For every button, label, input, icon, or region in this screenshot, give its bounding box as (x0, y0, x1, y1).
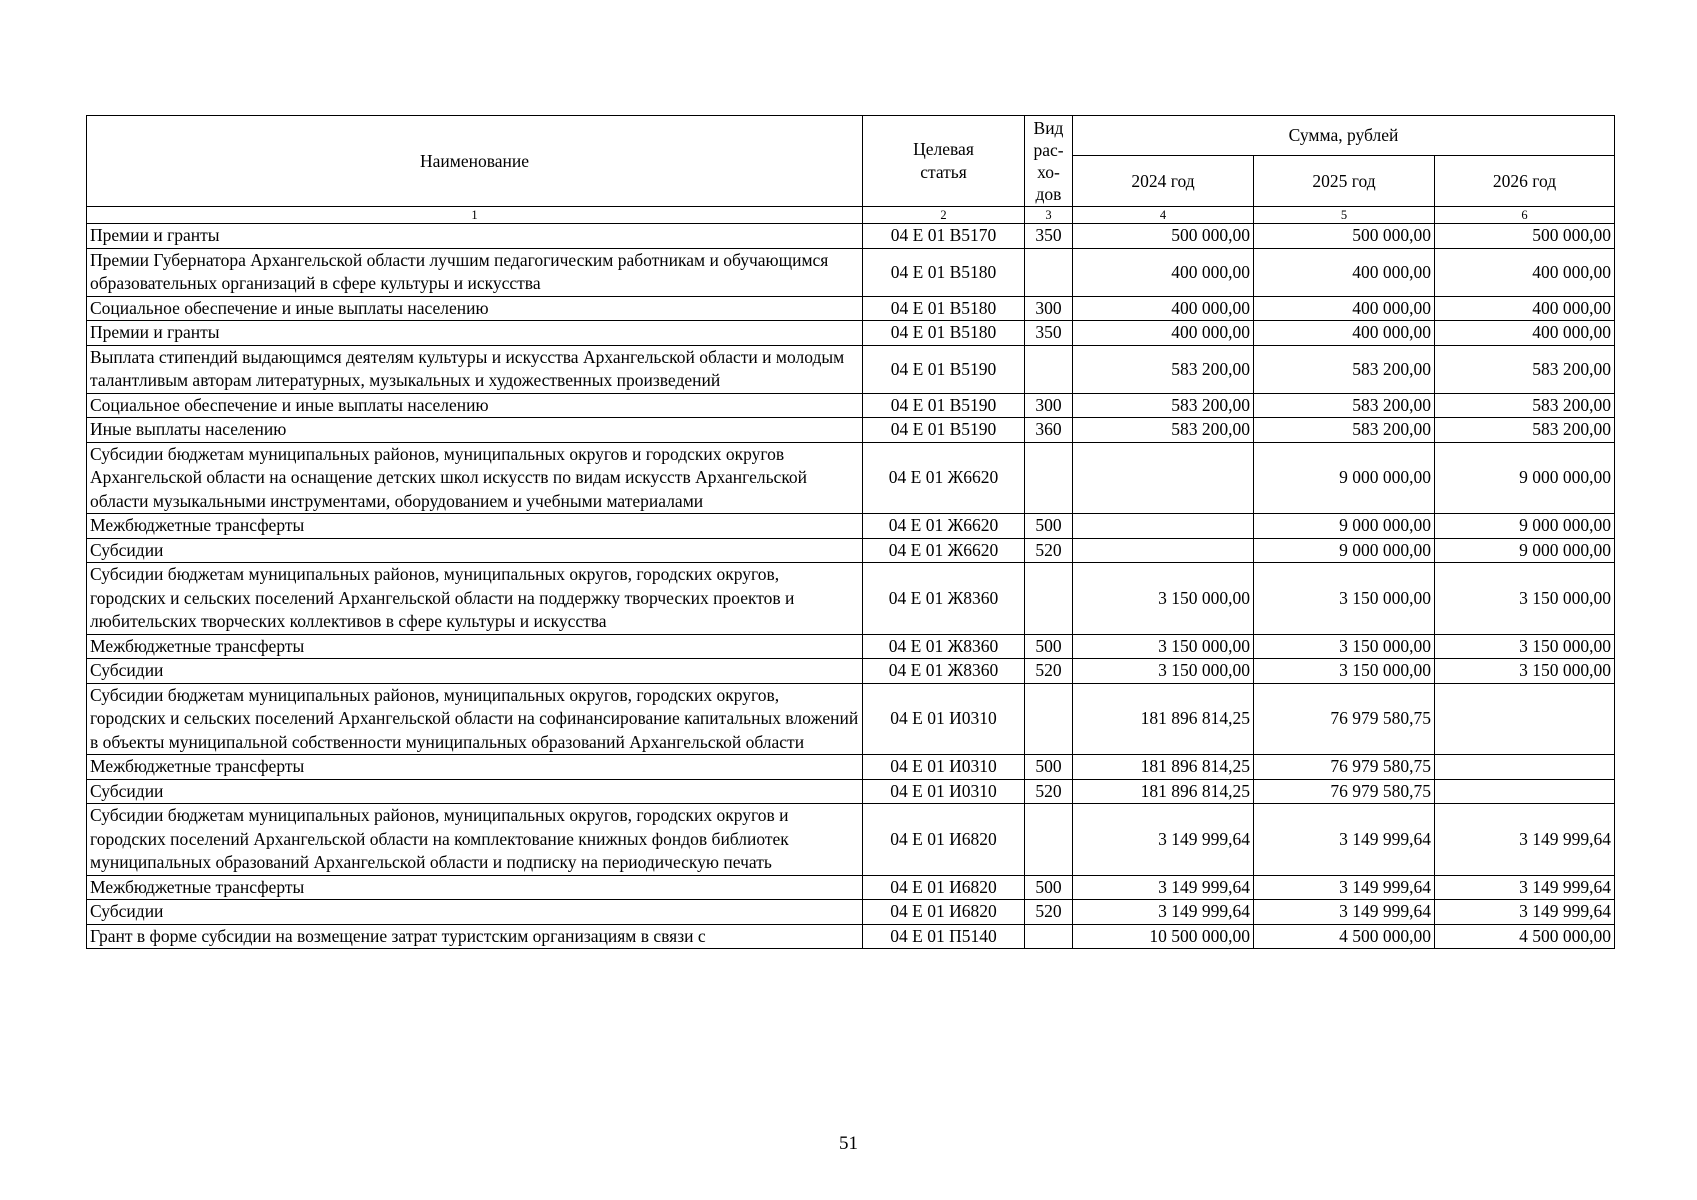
row-target-code: 04 Е 01 Ж6620 (863, 514, 1025, 539)
row-sum-2026: 400 000,00 (1435, 296, 1615, 321)
row-sum-2025: 400 000,00 (1254, 296, 1435, 321)
row-name: Социальное обеспечение и иные выплаты населению (87, 393, 863, 418)
row-name: Премии Губернатора Архангельской области лучшим педагогическим работникам и обучающимся образовательных организаций в сфере культуры и искусства (87, 248, 863, 296)
row-expense-type: 500 (1025, 514, 1073, 539)
table-row (87, 538, 1615, 563)
row-target-code: 04 Е 01 В5190 (863, 393, 1025, 418)
row-sum-2026: 9 000 000,00 (1435, 442, 1615, 514)
row-sum-2025: 76 979 580,75 (1254, 683, 1435, 755)
column-number: 1 (87, 207, 863, 224)
row-sum-2024: 3 149 999,64 (1073, 875, 1254, 900)
table-row (87, 321, 1615, 346)
row-target-code: 04 Е 01 И6820 (863, 804, 1025, 876)
row-sum-2026: 3 149 999,64 (1435, 875, 1615, 900)
row-name: Субсидии бюджетам муниципальных районов, муниципальных округов, городских округов и городских поселений Архангельской области на комплектование книжных фондов библиотек муниципальных образований Архангельской области и подписку на периодическую печать (87, 804, 863, 876)
column-number: 5 (1254, 207, 1435, 224)
table-header (87, 116, 1615, 224)
row-sum-2026: 400 000,00 (1435, 321, 1615, 346)
row-expense-type: 350 (1025, 321, 1073, 346)
table-row (87, 224, 1615, 249)
row-sum-2024: 181 896 814,25 (1073, 779, 1254, 804)
column-number: 2 (863, 207, 1025, 224)
row-name: Выплата стипендий выдающимся деятелям культуры и искусства Архангельской области и молодым талантливым авторам литературных, музыкальных и художественных произведений (87, 345, 863, 393)
row-name: Межбюджетные трансферты (87, 875, 863, 900)
row-expense-type (1025, 563, 1073, 635)
header-target-article (863, 116, 1025, 207)
table-row (87, 296, 1615, 321)
row-sum-2026: 583 200,00 (1435, 345, 1615, 393)
row-sum-2024: 181 896 814,25 (1073, 755, 1254, 780)
row-sum-2026: 3 149 999,64 (1435, 804, 1615, 876)
row-target-code: 04 Е 01 И0310 (863, 779, 1025, 804)
row-expense-type: 520 (1025, 900, 1073, 925)
row-sum-2024: 3 150 000,00 (1073, 563, 1254, 635)
row-sum-2025: 9 000 000,00 (1254, 538, 1435, 563)
table-row (87, 875, 1615, 900)
row-sum-2024: 500 000,00 (1073, 224, 1254, 249)
row-name: Премии и гранты (87, 321, 863, 346)
row-expense-type (1025, 804, 1073, 876)
row-target-code: 04 Е 01 В5180 (863, 296, 1025, 321)
table-row (87, 418, 1615, 443)
row-expense-type: 300 (1025, 296, 1073, 321)
row-sum-2025: 3 149 999,64 (1254, 804, 1435, 876)
header-expense-type (1025, 116, 1073, 207)
budget-table (86, 115, 1615, 949)
row-expense-type: 520 (1025, 538, 1073, 563)
row-expense-type (1025, 442, 1073, 514)
row-sum-2024: 3 150 000,00 (1073, 634, 1254, 659)
table-row (87, 779, 1615, 804)
row-name: Субсидии бюджетам муниципальных районов, муниципальных округов, городских округов, городских и сельских поселений Архангельской области на поддержку творческих проектов и любительских творческих коллективов в сфере культуры и искусства (87, 563, 863, 635)
header-vid-line: рас- (1033, 140, 1064, 160)
table-row (87, 804, 1615, 876)
row-name: Межбюджетные трансферты (87, 634, 863, 659)
row-sum-2026 (1435, 779, 1615, 804)
row-name: Межбюджетные трансферты (87, 755, 863, 780)
row-sum-2026 (1435, 755, 1615, 780)
table-row (87, 924, 1615, 949)
header-vid-line: дов (1035, 184, 1062, 204)
row-target-code: 04 Е 01 Ж6620 (863, 442, 1025, 514)
row-sum-2026: 583 200,00 (1435, 418, 1615, 443)
table-row (87, 514, 1615, 539)
row-sum-2025: 583 200,00 (1254, 393, 1435, 418)
row-sum-2024: 3 150 000,00 (1073, 659, 1254, 684)
row-sum-2025: 9 000 000,00 (1254, 442, 1435, 514)
row-name: Субсидии (87, 779, 863, 804)
row-sum-2024: 181 896 814,25 (1073, 683, 1254, 755)
table-row (87, 248, 1615, 296)
table-row (87, 683, 1615, 755)
row-target-code: 04 Е 01 Ж8360 (863, 634, 1025, 659)
row-sum-2025: 3 150 000,00 (1254, 659, 1435, 684)
table-row (87, 634, 1615, 659)
row-target-code: 04 Е 01 И6820 (863, 900, 1025, 925)
header-name: Наименование (87, 116, 863, 207)
row-target-code: 04 Е 01 В5190 (863, 345, 1025, 393)
table-body (87, 224, 1615, 949)
row-name: Субсидии бюджетам муниципальных районов, муниципальных округов, городских округов, городских и сельских поселений Архангельской области на софинансирование капитальных вложений в объекты муниципальной собственности муниципальных образований Архангельской области (87, 683, 863, 755)
row-sum-2026: 9 000 000,00 (1435, 538, 1615, 563)
header-year-2024: 2024 год (1073, 156, 1254, 207)
header-vid-line: хо- (1037, 162, 1060, 182)
table-row (87, 563, 1615, 635)
row-target-code: 04 Е 01 В5170 (863, 224, 1025, 249)
row-sum-2026: 9 000 000,00 (1435, 514, 1615, 539)
row-sum-2024: 3 149 999,64 (1073, 804, 1254, 876)
row-sum-2025: 3 149 999,64 (1254, 900, 1435, 925)
column-number: 6 (1435, 207, 1615, 224)
row-sum-2024 (1073, 538, 1254, 563)
row-expense-type (1025, 248, 1073, 296)
row-target-code: 04 Е 01 И6820 (863, 875, 1025, 900)
row-sum-2026 (1435, 683, 1615, 755)
row-expense-type: 500 (1025, 634, 1073, 659)
row-sum-2025: 9 000 000,00 (1254, 514, 1435, 539)
row-sum-2024 (1073, 442, 1254, 514)
column-number-row (87, 207, 1615, 224)
row-expense-type: 520 (1025, 779, 1073, 804)
row-name: Субсидии (87, 900, 863, 925)
row-expense-type (1025, 924, 1073, 949)
row-expense-type: 360 (1025, 418, 1073, 443)
row-sum-2025: 400 000,00 (1254, 321, 1435, 346)
table-row (87, 442, 1615, 514)
row-sum-2025: 583 200,00 (1254, 345, 1435, 393)
row-sum-2026: 3 150 000,00 (1435, 634, 1615, 659)
row-sum-2024: 10 500 000,00 (1073, 924, 1254, 949)
row-sum-2025: 76 979 580,75 (1254, 755, 1435, 780)
table-row (87, 345, 1615, 393)
table-row (87, 755, 1615, 780)
row-expense-type (1025, 345, 1073, 393)
row-sum-2026: 583 200,00 (1435, 393, 1615, 418)
row-name: Субсидии (87, 659, 863, 684)
header-year-2026: 2026 год (1435, 156, 1615, 207)
table-row (87, 393, 1615, 418)
row-sum-2024: 583 200,00 (1073, 345, 1254, 393)
row-target-code: 04 Е 01 И0310 (863, 683, 1025, 755)
row-name: Премии и гранты (87, 224, 863, 249)
row-sum-2024: 400 000,00 (1073, 321, 1254, 346)
row-sum-2024: 583 200,00 (1073, 393, 1254, 418)
row-sum-2025: 4 500 000,00 (1254, 924, 1435, 949)
row-sum-2026: 3 150 000,00 (1435, 659, 1615, 684)
row-sum-2026: 3 150 000,00 (1435, 563, 1615, 635)
row-sum-2026: 500 000,00 (1435, 224, 1615, 249)
row-expense-type: 500 (1025, 875, 1073, 900)
row-sum-2024 (1073, 514, 1254, 539)
row-name: Социальное обеспечение и иные выплаты населению (87, 296, 863, 321)
row-sum-2026: 3 149 999,64 (1435, 900, 1615, 925)
row-expense-type (1025, 683, 1073, 755)
row-sum-2025: 583 200,00 (1254, 418, 1435, 443)
row-sum-2024: 400 000,00 (1073, 296, 1254, 321)
page-number: 51 (839, 1133, 858, 1154)
row-target-code: 04 Е 01 П5140 (863, 924, 1025, 949)
row-name: Субсидии бюджетам муниципальных районов, муниципальных округов и городских округов Архангельской области на оснащение детских школ искусств по видам искусств Архангельской области музыкальными инструментами, оборудованием и учебными материалами (87, 442, 863, 514)
header-target-text: Целевая статья (913, 139, 974, 182)
header-year-2025: 2025 год (1254, 156, 1435, 207)
column-number: 3 (1025, 207, 1073, 224)
row-sum-2025: 3 150 000,00 (1254, 634, 1435, 659)
row-expense-type: 500 (1025, 755, 1073, 780)
row-sum-2025: 3 149 999,64 (1254, 875, 1435, 900)
row-sum-2026: 400 000,00 (1435, 248, 1615, 296)
row-target-code: 04 Е 01 В5190 (863, 418, 1025, 443)
row-name: Межбюджетные трансферты (87, 514, 863, 539)
row-target-code: 04 Е 01 Ж8360 (863, 659, 1025, 684)
table-row (87, 659, 1615, 684)
row-expense-type: 300 (1025, 393, 1073, 418)
row-target-code: 04 Е 01 Ж8360 (863, 563, 1025, 635)
row-sum-2024: 583 200,00 (1073, 418, 1254, 443)
row-name: Субсидии (87, 538, 863, 563)
row-target-code: 04 Е 01 В5180 (863, 321, 1025, 346)
row-sum-2025: 3 150 000,00 (1254, 563, 1435, 635)
header-sum: Сумма, рублей (1073, 116, 1615, 156)
row-sum-2025: 400 000,00 (1254, 248, 1435, 296)
row-target-code: 04 Е 01 И0310 (863, 755, 1025, 780)
row-sum-2024: 400 000,00 (1073, 248, 1254, 296)
row-sum-2024: 3 149 999,64 (1073, 900, 1254, 925)
column-number: 4 (1073, 207, 1254, 224)
header-vid-line: Вид (1033, 118, 1064, 138)
row-name: Грант в форме субсидии на возмещение затрат туристским организациям в связи с (87, 924, 863, 949)
row-sum-2026: 4 500 000,00 (1435, 924, 1615, 949)
row-expense-type: 520 (1025, 659, 1073, 684)
row-name: Иные выплаты населению (87, 418, 863, 443)
row-target-code: 04 Е 01 В5180 (863, 248, 1025, 296)
row-sum-2025: 76 979 580,75 (1254, 779, 1435, 804)
row-expense-type: 350 (1025, 224, 1073, 249)
row-target-code: 04 Е 01 Ж6620 (863, 538, 1025, 563)
row-sum-2025: 500 000,00 (1254, 224, 1435, 249)
table-row (87, 900, 1615, 925)
